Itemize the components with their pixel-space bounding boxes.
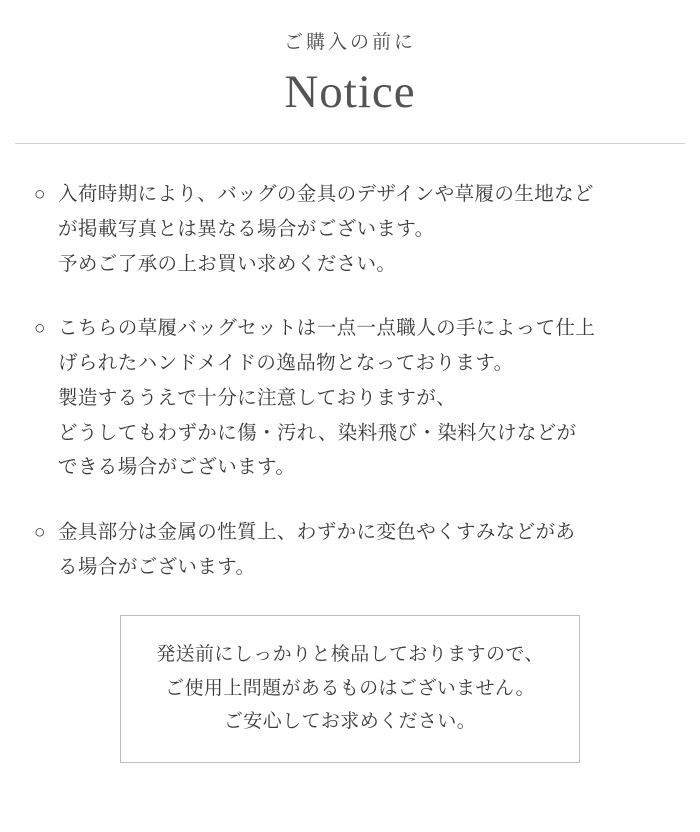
page-header	[0, 0, 700, 144]
note-line: できる場合がございます。	[58, 457, 296, 479]
note-text	[58, 178, 666, 282]
list-item	[34, 178, 666, 282]
note-text	[58, 312, 666, 486]
note-line: る場合がございます。	[58, 556, 256, 578]
note-line: 予めご了承の上お買い求めください。	[58, 253, 397, 275]
note-line: 入荷時期により、バッグの金具のデザインや草履の生地など	[58, 184, 594, 206]
notice-list	[0, 144, 700, 763]
note-line: 製造するうえで十分に注意しておりますが、	[58, 387, 457, 409]
page-title: Notice	[284, 65, 416, 118]
note-line: が掲載写真とは異なる場合がございます。	[58, 219, 435, 241]
bullet-marker: ○	[34, 318, 46, 340]
list-item	[34, 516, 666, 585]
header-subtitle: ご購入の前に	[283, 32, 416, 53]
note-line: どうしてもわずかに傷・汚れ、染料飛び・染料欠けなどが	[58, 422, 577, 444]
footer-box-line: 発送前にしっかりと検品しておりますので、	[156, 644, 544, 666]
footer-box-wrapper	[34, 615, 666, 763]
list-item	[34, 312, 666, 486]
footer-box-line: ご安心してお求めください。	[223, 710, 477, 732]
footer-notice-box	[120, 615, 580, 763]
bullet-marker: ○	[34, 521, 46, 543]
footer-box-line: ご使用上問題があるものはございません。	[165, 677, 535, 699]
bullet-marker: ○	[34, 184, 46, 206]
note-text	[58, 516, 666, 585]
note-line: こちらの草履バッグセットは一点一点職人の手によって仕上	[58, 318, 596, 340]
note-line: げられたハンドメイドの逸品物となっております。	[58, 353, 514, 375]
note-line: 金具部分は金属の性質上、わずかに変色やくすみなどがあ	[58, 521, 576, 543]
